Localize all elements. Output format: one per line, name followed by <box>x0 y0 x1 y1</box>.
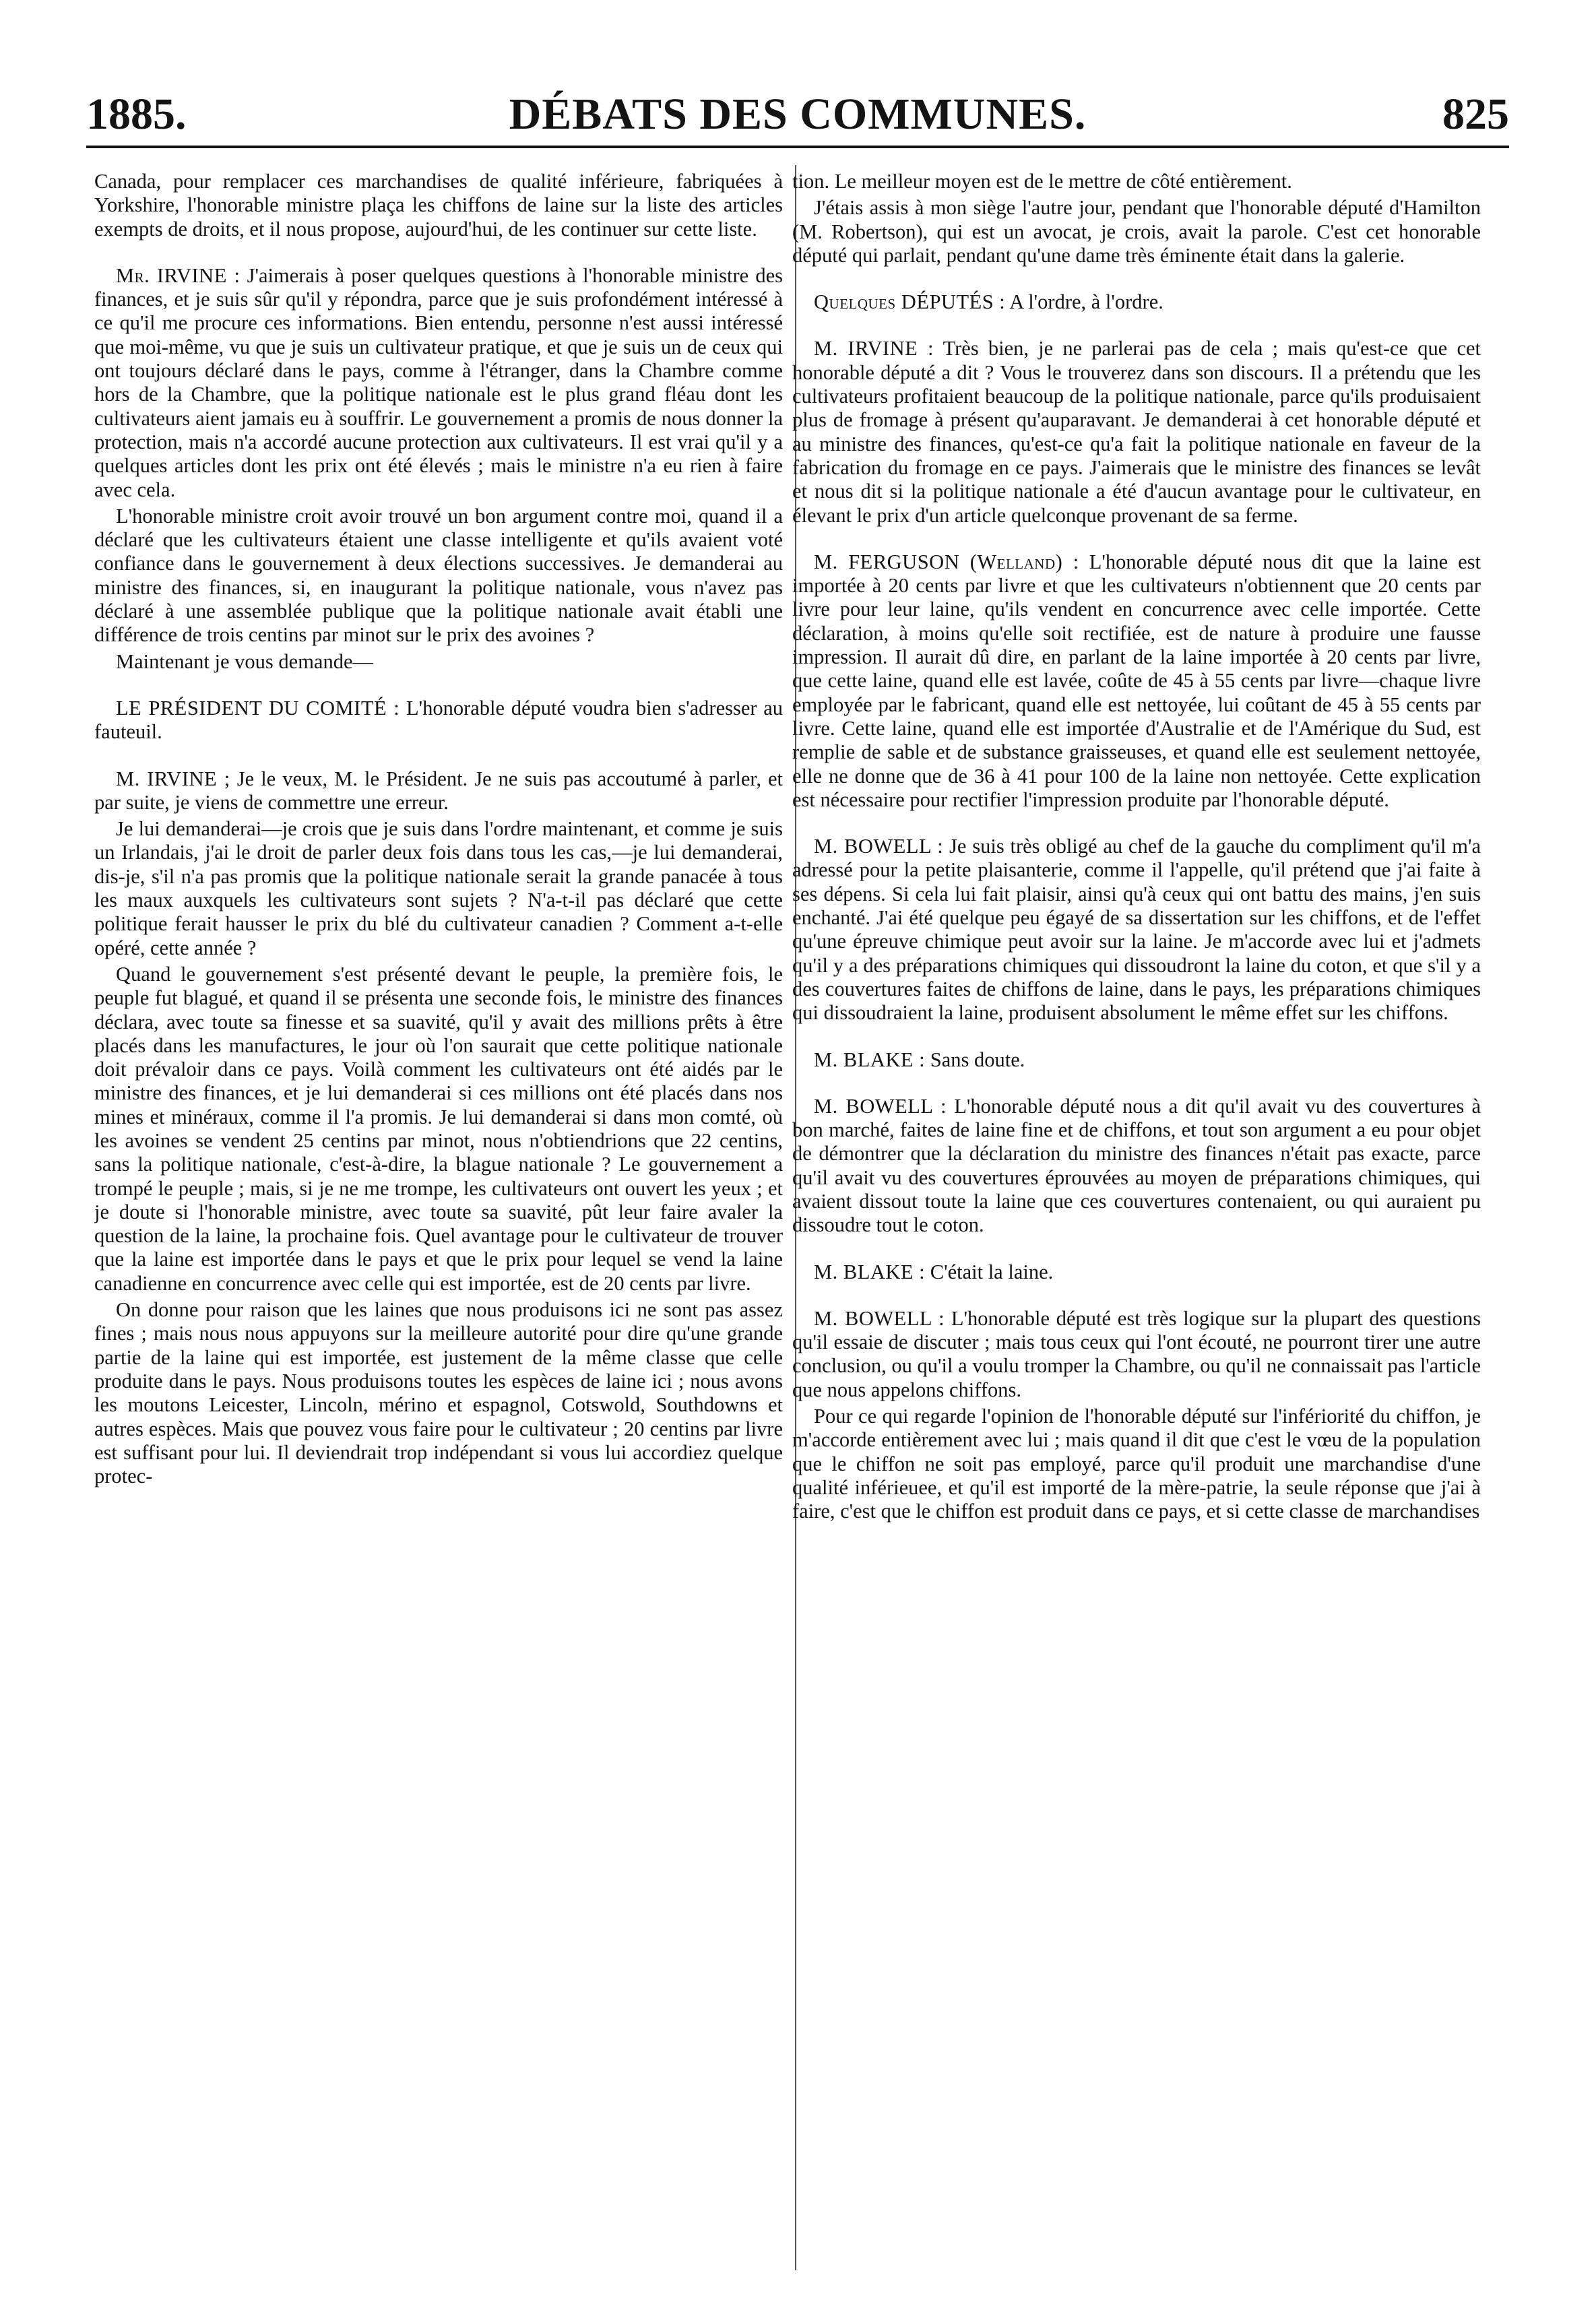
paragraph-text: L'honorable député nous dit que la laine est importée à 20 cents par livre et que les cultivateurs n'obtiennent que 20 cents par livre pour leur laine, qu'ils vendent en concurrence avec celle importée. Cette déclaration, à moins qu'elle soit rectifiée, est de nature à produire une fausse impression. Il aurait dû dire, en parlant de la laine importée à 20 cents par livre, que cette laine, quand elle est lavée, coûte de 45 à 55 cents par livre—chaque livre employée par le fabricant, quand elle est nettoyée, lui coûtant de 45 à 55 cents par livre. Cette laine, quand elle est importée d'Australie et de l'Amérique du Sud, est remplie de sable et de substance graisseuses, et quand elle est seulement nettoyée, elle ne donne que de 36 à 41 pour 100 de la laine non nettoyée. Cette explication est nécessaire pour rectifier l'impression produite par l'honorable député. <box>792 550 1481 811</box>
right-column <box>792 170 1481 2272</box>
speaker-name: M. BLAKE : <box>814 1048 926 1071</box>
paragraph <box>94 264 783 502</box>
speaker-name: M. BLAKE : <box>814 1260 926 1283</box>
paragraph <box>94 963 783 1296</box>
paragraph-text: A l'ordre, à l'ordre. <box>1009 290 1163 314</box>
paragraph-text: tion. Le meilleur moyen est de le mettre de côté entièrement. <box>792 170 1292 193</box>
header-page-number: 825 <box>1442 90 1509 139</box>
paragraph <box>94 767 783 815</box>
paragraph <box>792 196 1481 267</box>
paragraph-text: L'honorable député est très logique sur la plupart des questions qu'il essaie de discuter ; mais tous ceux qui l'ont écouté, ne pourront tirer une autre conclusion, ou qu'il a voulu tromper la Chambre, ou qu'il ne connaissait pas l'article que nous appelons chiffons. <box>792 1306 1481 1401</box>
paragraph-text: L'honorable député nous a dit qu'il avait vu des couvertures à bon marché, faites de laine fine et de chiffons, et tout son argument a eu pour objet de démontrer que la déclaration du ministre des finances n'était pas exacte, parce qu'il avait vu des couvertures éprouvées au moyen de préparations chimiques, qui avaient dissout toute la laine que ces couvertures contenaient, ou qui auraient pu dissoudre tout le coton. <box>792 1094 1481 1237</box>
paragraph-text: Je le veux, M. le Président. Je ne suis pas accoutumé à parler, et par suite, je viens de commettre une erreur. <box>94 767 783 814</box>
paragraph-text: L'honorable ministre croit avoir trouvé un bon argument contre moi, quand il a déclaré que les cultivateurs étaient une classe intelligente et qu'ils avaient voté confiance dans le gouvernement à deux élections successives. Je demanderai au ministre des finances, si, en inaugurant la politique nationale, vous n'avez pas déclaré à une assemblée publique que la politique nationale avait établi une différence de trois centins par minot sur le prix des avoines ? <box>94 504 783 647</box>
paragraph <box>792 1307 1481 1402</box>
paragraph <box>792 1095 1481 1238</box>
speaker-name: Mr. IRVINE : <box>116 263 241 287</box>
speaker-name: M. IRVINE ; <box>116 767 230 790</box>
page-header <box>86 84 1509 145</box>
speaker-name: M. BOWELL : <box>814 1094 947 1118</box>
header-rule <box>86 146 1509 148</box>
paragraph <box>94 170 783 241</box>
paragraph <box>94 650 783 674</box>
paragraph <box>792 337 1481 527</box>
paragraph-text: Je lui demanderai—je crois que je suis dans l'ordre maintenant, et comme je suis un Irlandais, j'ai le droit de parler deux fois dans tous les cas,—je lui demanderai, dis-je, s'il n'a pas promis que la politique nationale serait la grande panacée à tous les maux auxquels les cultivateurs sont sujets ? N'a-t-il pas déclaré que cette politique ferait hausser le prix du blé du cultivateur canadien ? Comment a-t-elle opéré, cette année ? <box>94 817 783 959</box>
header-year: 1885. <box>86 90 187 139</box>
paragraph-text: Quand le gouvernement s'est présenté devant le peuple, la première fois, le peuple fut blagué, et quand il se présenta une seconde fois, le ministre des finances déclara, avec toute sa finesse et sa suavité, qu'il y avait des millions prêts à être placés dans les manufactures, le jour où l'on saurait que cette politique nationale doit prévaloir dans ce pays. Voilà comment les cultivateurs ont été aidés par le ministre des finances, et je lui demanderai si ces millions ont été placés dans nos mines et minéraux, comme il l'a promis. Je lui demanderai si dans mon comté, où les avoines se vendent 25 centins par minot, nous n'obtiendrions que 22 centins, sans la politique nationale, c'est-à-dire, la blague nationale ? Le gouvernement a trompé le peuple ; mais, si je ne me trompe, les cultivateurs ont ouvert les yeux ; et je doute si l'honorable ministre, avec toute sa suavité, pût leur faire avaler la question de la laine, la prochaine fois. Quel avantage pour le cultivateur de trouver que la laine est importée dans le pays et que le prix pour lequel se vend la laine canadienne en concurrence avec celle qui est importée, est de 20 cents par livre. <box>94 962 783 1295</box>
paragraph <box>94 697 783 744</box>
paragraph <box>792 1048 1481 1072</box>
paragraph <box>792 1405 1481 1523</box>
paragraph-text: Pour ce qui regarde l'opinion de l'honorable député sur l'infériorité du chiffon, je m'accorde entièrement avec lui ; mais quand il dit que c'est le vœu de la population que le chiffon ne soit pas employé, parce qu'il produit une marchandise d'une qualité inférieuee, et qu'il est importé de la mère-patrie, la seule réponse que j'ai à faire, c'est que le chiffon est produit dans ce pays, et si cette classe de marchandises <box>792 1405 1481 1523</box>
paragraph <box>792 550 1481 812</box>
paragraph <box>792 835 1481 1025</box>
speaker-name: LE PRÉSIDENT DU COMITÉ : <box>116 696 400 720</box>
speaker-name: Quelques DÉPUTÉS : <box>814 290 1006 314</box>
paragraph-text: Maintenant je vous demande— <box>116 649 373 673</box>
paragraph-text: J'étais assis à mon siège l'autre jour, pendant que l'honorable député d'Hamilton (M. Robertson), qui est un avocat, je crois, avait la parole. C'est cet honorable député qui parlait, pendant qu'une dame très éminente était dans la galerie. <box>792 196 1481 267</box>
paragraph <box>94 505 783 647</box>
paragraph-text: Canada, pour remplacer ces marchandises de qualité inférieure, fabriquées à Yorkshire, l'honorable ministre plaça les chiffons de laine sur la liste des articles exempts de droits, et il nous propose, aujourd'hui, de les continuer sur cette liste. <box>94 170 783 241</box>
paragraph-text: L'honorable député voudra bien s'adresser au fauteuil. <box>94 696 783 744</box>
paragraph <box>792 170 1481 193</box>
speaker-name: M. FERGUSON (Welland) : <box>814 550 1079 573</box>
paragraph <box>792 290 1481 314</box>
paragraph <box>94 1298 783 1488</box>
speaker-name: M. IRVINE : <box>814 337 934 360</box>
paragraph <box>792 1260 1481 1284</box>
speaker-name: M. BOWELL : <box>814 1306 945 1330</box>
paragraph <box>94 817 783 960</box>
header-title: DÉBATS DES COMMUNES. <box>509 90 1087 139</box>
left-column <box>94 170 783 2272</box>
paragraph-text: J'aimerais à poser quelques questions à l'honorable ministre des finances, et je suis sûr qu'il y répondra, parce que je suis profondément intéressé à ce qu'il me procure ces informations. Bien entendu, personne n'est aussi intéressé que moi-même, vu que je suis un cultivateur pratique, et que je suis un de ceux qui ont toujours déclaré dans le pays, comme à l'étranger, dans la Chambre comme hors de la Chambre, que la politique nationale est le plus grand fléau dont les cultivateurs aient jamais eu à souffrir. Le gouvernement a promis de nous donner la protection, mais n'a accordé aucune protection aux cultivateurs. Il est vrai qu'il y a quelques articles dont les prix ont été élevés ; mais le ministre n'a eu rien à faire avec cela. <box>94 263 783 501</box>
paragraph-text: Sans doute. <box>930 1048 1025 1071</box>
paragraph-text: C'était la laine. <box>930 1260 1054 1283</box>
paragraph-text: Très bien, je ne parlerai pas de cela ; mais qu'est-ce que cet honorable député a dit ? Vous le trouverez dans son discours. Il a prétendu que les cultivateurs profitaient beaucoup de la politique nationale, parce qu'ils produisaient plus de fromage à présent qu'auparavant. Je demanderai à cet honorable député et au ministre des finances, qu'est-ce qu'a fait la politique nationale en faveur de la fabrication du fromage en ce pays. J'aimerais que le ministre des finances se levât et nous dit si la politique nationale a été d'aucun avantage pour le cultivateur, en élevant le prix d'un article quelconque provenant de sa ferme. <box>792 337 1481 527</box>
paragraph-text: Je suis très obligé au chef de la gauche du compliment qu'il m'a adressé pour la petite plaisanterie, comme il l'appelle, qu'il prétend que j'ai faite à ses dépens. Si cela lui fait plaisir, ainsi qu'à ceux qui ont battu des mains, j'en suis enchanté. J'ai été quelque peu égayé de sa dissertation sur les chiffons, et de l'effet qu'une épreuve chimique peut avoir sur la laine. Je m'accorde avec lui et j'admets qu'il y a des préparations chimiques qui dissoudront la laine du coton, et que s'il y a des couvertures faites de chiffons de laine, dans le pays, les préparations chimiques qui dissoudraient la laine, produisent absolument le même effet sur les chiffons. <box>792 835 1481 1025</box>
paragraph-text: On donne pour raison que les laines que nous produisons ici ne sont pas assez fines ; mais nous nous appuyons sur la meilleure autorité pour dire qu'une grande partie de la laine qui est importée, est justement de la même classe que celle produite dans le pays. Nous produisons toutes les espèces de laine ici ; nous avons les moutons Leicester, Lincoln, mérino et espagnol, Cotswold, Southdowns et autres espèces. Mais que pouvez vous faire pour le cultivateur ; 20 centins par livre est suffisant pour lui. Il deviendrait trop indépendant si vous lui accordiez quelque protec- <box>94 1298 783 1488</box>
speaker-name: M. BOWELL : <box>814 835 944 858</box>
